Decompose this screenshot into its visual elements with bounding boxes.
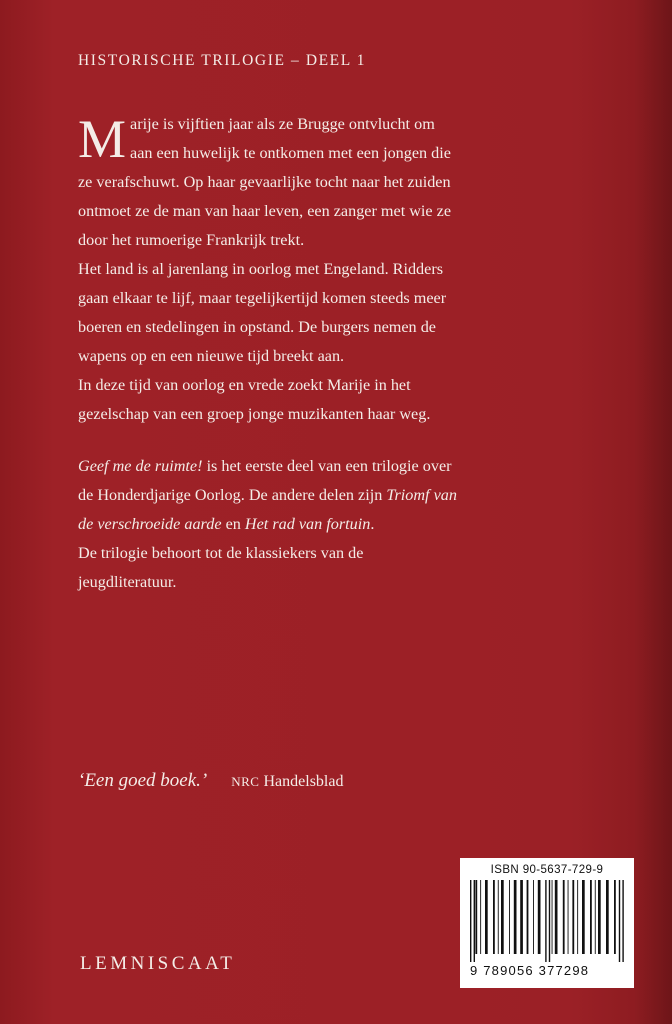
isbn-text: ISBN 90-5637-729-9 — [490, 864, 604, 876]
publisher-name: LEMNISCAAT — [80, 953, 236, 974]
blurb-paragraph-2: Het land is al jarenlang in oorlog met Engeland. Ridders gaan elkaar te lijf, maar tegelijkertijd komen steeds meer boeren en stedelingen in opstand. De burgers nemen de wapens op en een nieuwe tijd breekt aan. — [78, 260, 447, 365]
blurb-p4-and: en — [221, 515, 245, 533]
quote-source — [231, 773, 343, 790]
blurb-paragraph-5: De trilogie behoort tot de klassiekers van de jeugdliteratuur. — [78, 544, 364, 591]
ean-number: 9 789056 377298 — [470, 963, 590, 978]
spine-shadow — [634, 0, 672, 1024]
barcode — [460, 858, 634, 988]
review-quote — [78, 770, 343, 792]
blurb-p4-text: is het eerste deel van een trilogie over de Honderdjarige Oorlog. De andere delen zijn — [78, 457, 452, 504]
blurb-p1-text: arije is vijftien jaar als ze Brugge ontvlucht om aan een huwelijk te ontkomen met een jongen die ze verafschuwt. Op haar gevaarlijke tocht naar het zuiden ontmoet ze de man van haar leven, een zanger met wie ze door het rumoerige Frankrijk trekt. — [78, 115, 452, 249]
blurb-paragraph-4 — [78, 452, 458, 539]
drop-cap: M — [78, 109, 127, 169]
book-title-3: Het rad van fortuin — [244, 515, 371, 533]
quote-source-prefix: NRC — [231, 774, 260, 789]
blurb — [78, 110, 458, 597]
book-title-1: Geef me de ruimte! — [78, 457, 203, 475]
blurb-paragraph-1 — [78, 110, 458, 255]
quote-text: ‘Een goed boek.’ — [78, 770, 208, 791]
blurb-p4-end: . — [370, 515, 375, 533]
blurb-paragraph-3: In deze tijd van oorlog en vrede zoekt Marije in het gezelschap van een groep jonge muzikanten haar weg. — [78, 376, 431, 423]
series-title: HISTORISCHE TRILOGIE – DEEL 1 — [78, 52, 367, 69]
barcode-bars-icon — [468, 880, 626, 962]
book-title-2: Triomf van de verschroeide aarde — [78, 486, 457, 533]
quote-source-name: Handelsblad — [259, 773, 344, 790]
